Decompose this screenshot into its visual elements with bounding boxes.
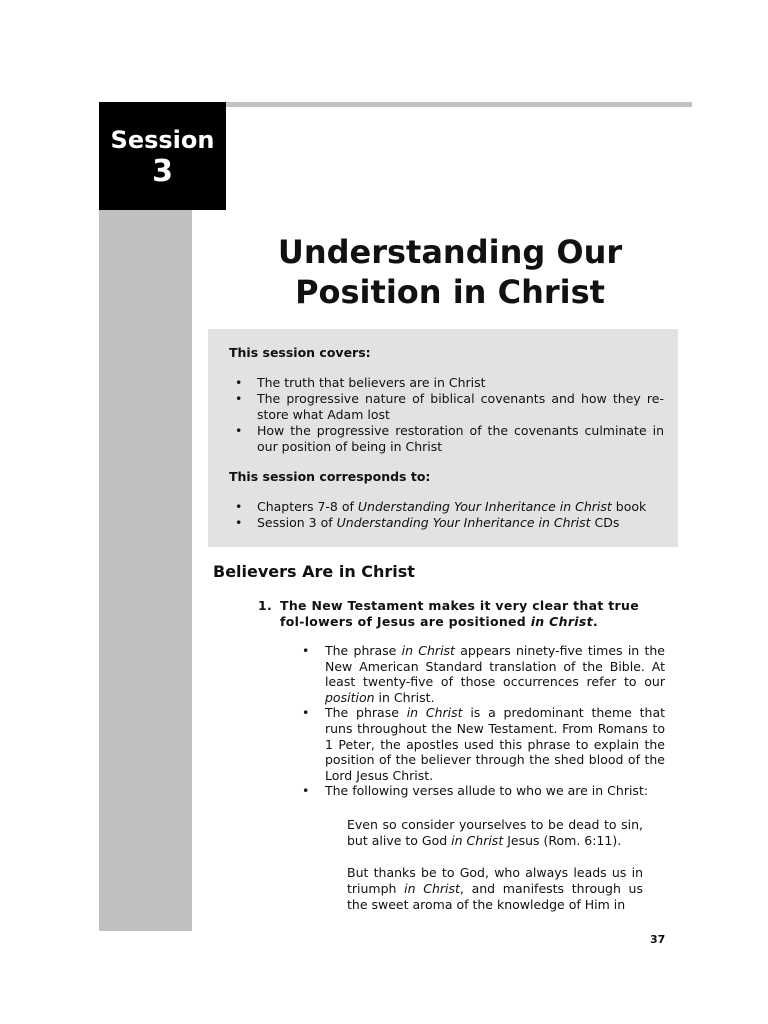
bullet-text: is a predominant theme that runs throughout the New Testament. From Romans to 1 Peter, the apostles used this phrase to explain the position of the believer through the shed blood of the Lord Jesus Christ.	[325, 705, 666, 783]
numbered-point	[258, 598, 664, 630]
session-number: 3	[152, 154, 173, 189]
quote-text: Jesus (Rom. 6:11).	[503, 833, 622, 848]
bullet-item	[300, 783, 665, 799]
quote-text: Even so consider yourselves to be dead to sin, but alive to God	[347, 817, 643, 848]
quote-emphasis: in Christ	[451, 833, 504, 848]
corresponds-item	[229, 499, 664, 515]
bullet-text: appears ninety-five times in the New American Standard translation of the Bible. At least twenty-five of those occurrences refer to our	[325, 643, 665, 690]
corresponds-heading: This session corresponds to:	[229, 469, 431, 484]
point-text-part: .	[592, 614, 598, 629]
cd-title: Understanding Your Inheritance in Christ	[336, 515, 591, 530]
bullet-emphasis: in Christ	[406, 705, 463, 721]
top-rule	[226, 102, 692, 107]
point-text-part: The New Testament makes it very clear that true fol-lowers of Jesus are positioned	[280, 598, 640, 629]
corresponds-item	[229, 515, 664, 531]
corresponds-text: Session 3 of	[257, 515, 337, 530]
session-overview-box	[208, 329, 678, 547]
bullet-text: The following verses allude to who we are in Christ:	[325, 783, 649, 799]
quote-text: But thanks be to God, who always leads us in triumph	[347, 865, 643, 896]
scripture-quote	[347, 865, 643, 913]
point-text	[258, 598, 664, 630]
covers-item: • How the progressive restoration of the covenants culminate in our position of being in Christ	[229, 423, 664, 455]
quote-emphasis: in Christ	[404, 881, 460, 896]
covers-heading: This session covers:	[229, 345, 371, 360]
bullet-item	[300, 643, 665, 705]
corresponds-list	[229, 499, 664, 531]
point-number: 1.	[258, 598, 273, 613]
bullet-text: The phrase	[325, 705, 407, 721]
corresponds-text: Chapters 7-8 of	[257, 499, 358, 514]
covers-list	[229, 375, 664, 455]
covers-item: • The truth that believers are in Christ	[229, 375, 664, 391]
side-bar	[99, 208, 192, 931]
point-emphasis: in Christ	[530, 614, 593, 629]
page-number: 37	[650, 933, 666, 946]
section-heading: Believers Are in Christ	[213, 562, 415, 581]
corresponds-text: book	[611, 499, 647, 514]
bullet-emphasis: in Christ	[401, 643, 455, 658]
bullet-item	[300, 705, 665, 783]
page-title	[230, 232, 670, 312]
corresponds-text: CDs	[590, 515, 620, 530]
session-badge	[99, 102, 226, 210]
title-line-1: Understanding Our	[277, 233, 623, 271]
quote-text: , and manifests through us the sweet aroma of the knowledge of Him in	[347, 881, 643, 912]
bullet-text: in Christ.	[374, 689, 435, 705]
scripture-quote	[347, 817, 643, 849]
title-line-2: Position in Christ	[295, 273, 605, 311]
bullet-text: The phrase	[325, 643, 402, 658]
book-title: Understanding Your Inheritance in Christ	[357, 499, 612, 514]
covers-item: • The progressive nature of biblical covenants and how they re-store what Adam lost	[229, 391, 664, 423]
bullet-emphasis: position	[325, 689, 375, 705]
session-label: Session	[110, 126, 215, 154]
bullet-list	[300, 643, 665, 799]
